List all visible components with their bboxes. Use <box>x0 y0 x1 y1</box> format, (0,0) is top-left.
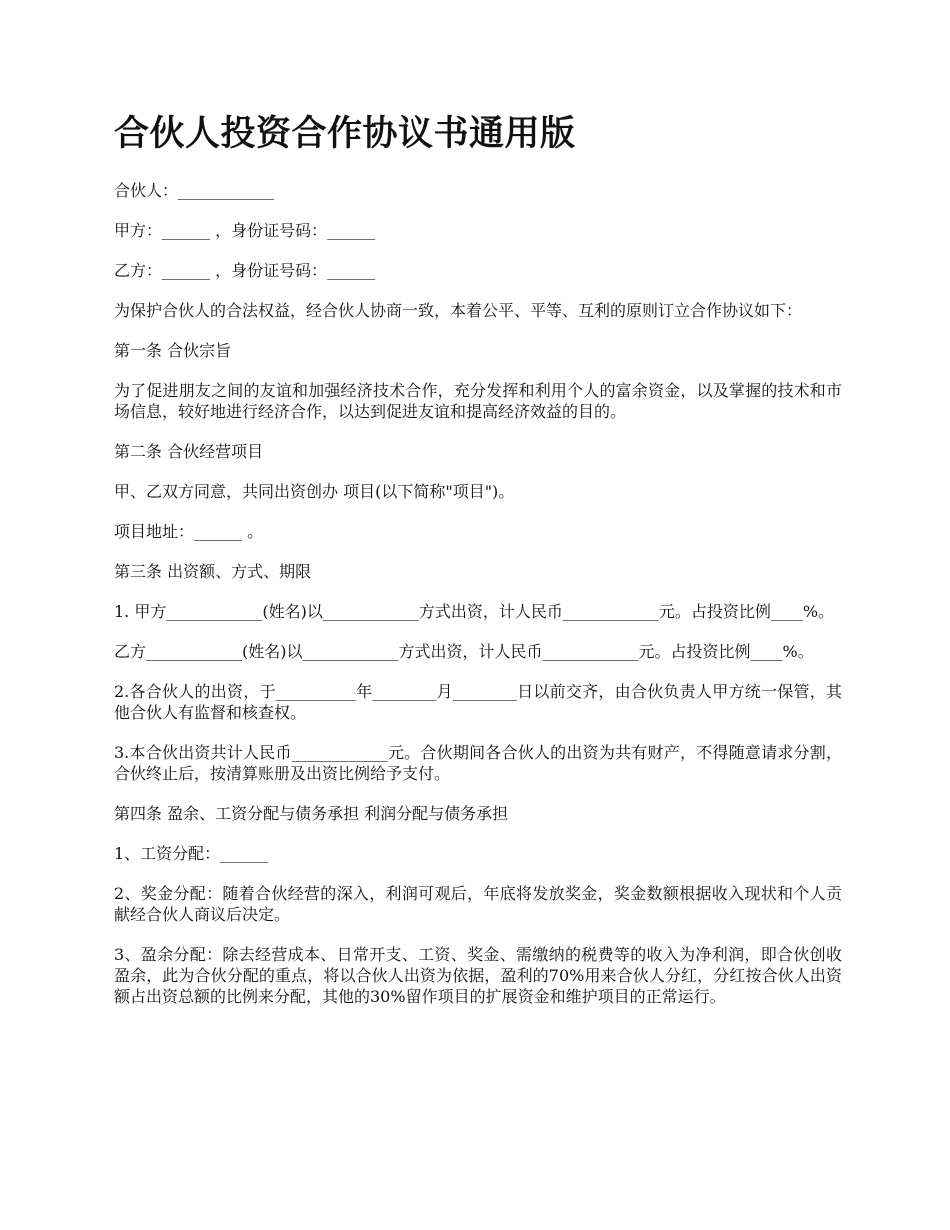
document-title: 合伙人投资合作协议书通用版 <box>114 114 576 154</box>
article-3-heading: 第三条 出资额、方式、期限 <box>114 562 312 581</box>
article-2-heading: 第二条 合伙经营项目 <box>114 442 264 461</box>
article-3-clause-3: 3.本合伙出资共计人民币____________元。合伙期间各合伙人的出资为共有财产，不得随意请求分割，合伙终止后，按清算账册及出资比例给予支付。 <box>114 743 842 783</box>
party-b-line: 乙方：______ ，身份证号码：______ <box>114 261 376 280</box>
article-4-clause-1: 1、工资分配：______ <box>114 844 269 863</box>
article-4-heading: 第四条 盈余、工资分配与债务承担 利润分配与债务承担 <box>114 804 509 823</box>
article-2-body: 甲、乙双方同意，共同出资创办 项目(以下简称"项目")。 <box>114 482 515 501</box>
document-page <box>114 108 842 1026</box>
article-1-body: 为了促进朋友之间的友谊和加强经济技术合作，充分发挥和利用个人的富余资金，以及掌握的技术和市场信息，较好地进行经济合作，以达到促进友谊和提高经济效益的目的。 <box>114 381 842 421</box>
partner-line: 合伙人：____________ <box>114 181 275 200</box>
article-4-clause-3: 3、盈余分配：除去经营成本、日常开支、工资、奖金、需缴纳的税费等的收入为净利润，即合伙创收盈余，此为合伙分配的重点，将以合伙人出资为依据，盈利的70%用来合伙人分红，分红按合伙人出资额占出资总额的比例来分配，其他的30%留作项目的扩展资金和维护项目的正常运行。 <box>114 945 842 1006</box>
article-3-clause-1b: 乙方____________(姓名)以____________方式出资，计人民币____________元。占投资比例____%。 <box>114 642 814 661</box>
preamble-paragraph: 为保护合伙人的合法权益，经合伙人协商一致，本着公平、平等、互利的原则订立合作协议如下： <box>114 301 803 320</box>
article-4-clause-2: 2、奖金分配：随着合伙经营的深入，利润可观后，年底将发放奖金，奖金数额根据收入现状和个人贡献经合伙人商议后决定。 <box>114 884 842 924</box>
party-a-line: 甲方：______ ，身份证号码：______ <box>114 221 376 240</box>
article-1-heading: 第一条 合伙宗旨 <box>114 341 232 360</box>
article-3-clause-2: 2.各合伙人的出资，于__________年________月________日以前交齐，由合伙负责人甲方统一保管，其他合伙人有监督和核查权。 <box>114 682 842 722</box>
article-3-clause-1a: 1. 甲方____________(姓名)以____________方式出资，计人民币____________元。占投资比例____%。 <box>114 602 835 621</box>
project-address-line: 项目地址：______ 。 <box>114 522 264 541</box>
